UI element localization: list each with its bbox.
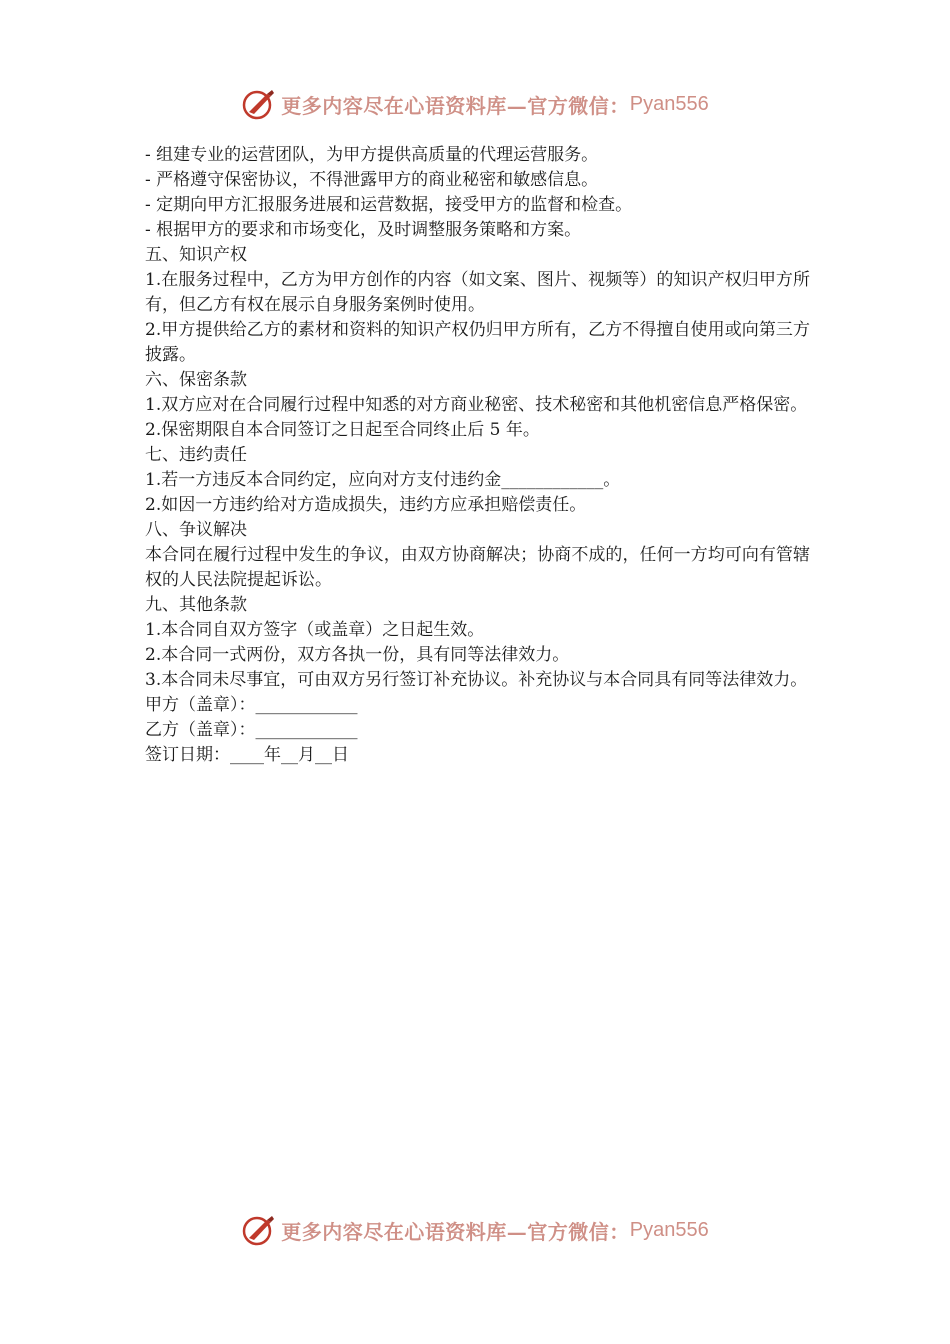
contract-line: 1.若一方违反本合同约定，应向对方支付违约金____________。: [145, 470, 621, 490]
pen-seal-logo-icon: [241, 1212, 277, 1248]
contract-line: 2.本合同一式两份，双方各执一份，具有同等法律效力。: [145, 645, 570, 665]
contract-line: 2.保密期限自本合同签订之日起至合同终止后 5 年。: [145, 420, 540, 440]
section-heading: 五、知识产权: [145, 245, 247, 265]
contract-line: 1.本合同自双方签字（或盖章）之日起生效。: [145, 620, 485, 640]
contract-line: 1.在服务过程中，乙方为甲方创作的内容（如文案、图片、视频等）的知识产权归甲方所有，但乙方有权在展示自身服务案例时使用。: [145, 270, 810, 315]
contract-line: 3.本合同未尽事宜，可由双方另行签订补充协议。补充协议与本合同具有同等法律效力。: [145, 670, 808, 690]
contract-line: 本合同在履行过程中发生的争议，由双方协商解决；协商不成的，任何一方均可向有管辖权的人民法院提起诉讼。: [145, 545, 810, 590]
contract-line: 签订日期：____年__月__日: [145, 745, 349, 765]
watermark-text: 更多内容尽在心语资料库—官方微信：: [281, 93, 630, 118]
contract-line: - 根据甲方的要求和市场变化，及时调整服务策略和方案。: [145, 220, 582, 240]
section-heading: 八、争议解决: [145, 520, 247, 540]
contract-body: [145, 143, 810, 768]
section-heading: 六、保密条款: [145, 370, 247, 390]
contract-line: 甲方（盖章）：____________: [145, 695, 358, 715]
pen-seal-logo-icon: [241, 86, 277, 122]
contract-line: 2.甲方提供给乙方的素材和资料的知识产权仍归甲方所有，乙方不得擅自使用或向第三方披露。: [145, 320, 810, 365]
watermark-wechat-id: Pyan556: [629, 92, 709, 115]
contract-line: 1.双方应对在合同履行过程中知悉的对方商业秘密、技术秘密和其他机密信息严格保密。: [145, 395, 808, 415]
section-heading: 九、其他条款: [145, 595, 247, 615]
watermark-banner-bottom: [0, 1210, 950, 1250]
contract-line: 乙方（盖章）：____________: [145, 720, 358, 740]
contract-line: - 严格遵守保密协议，不得泄露甲方的商业秘密和敏感信息。: [145, 170, 599, 190]
watermark-text: 更多内容尽在心语资料库—官方微信：: [281, 1219, 630, 1244]
contract-line: - 定期向甲方汇报服务进展和运营数据，接受甲方的监督和检查。: [145, 195, 633, 215]
watermark-banner-top: [0, 84, 950, 124]
contract-line: - 组建专业的运营团队，为甲方提供高质量的代理运营服务。: [145, 145, 599, 165]
section-heading: 七、违约责任: [145, 445, 247, 465]
contract-line: 2.如因一方违约给对方造成损失，违约方应承担赔偿责任。: [145, 495, 587, 515]
watermark-wechat-id: Pyan556: [629, 1218, 709, 1241]
